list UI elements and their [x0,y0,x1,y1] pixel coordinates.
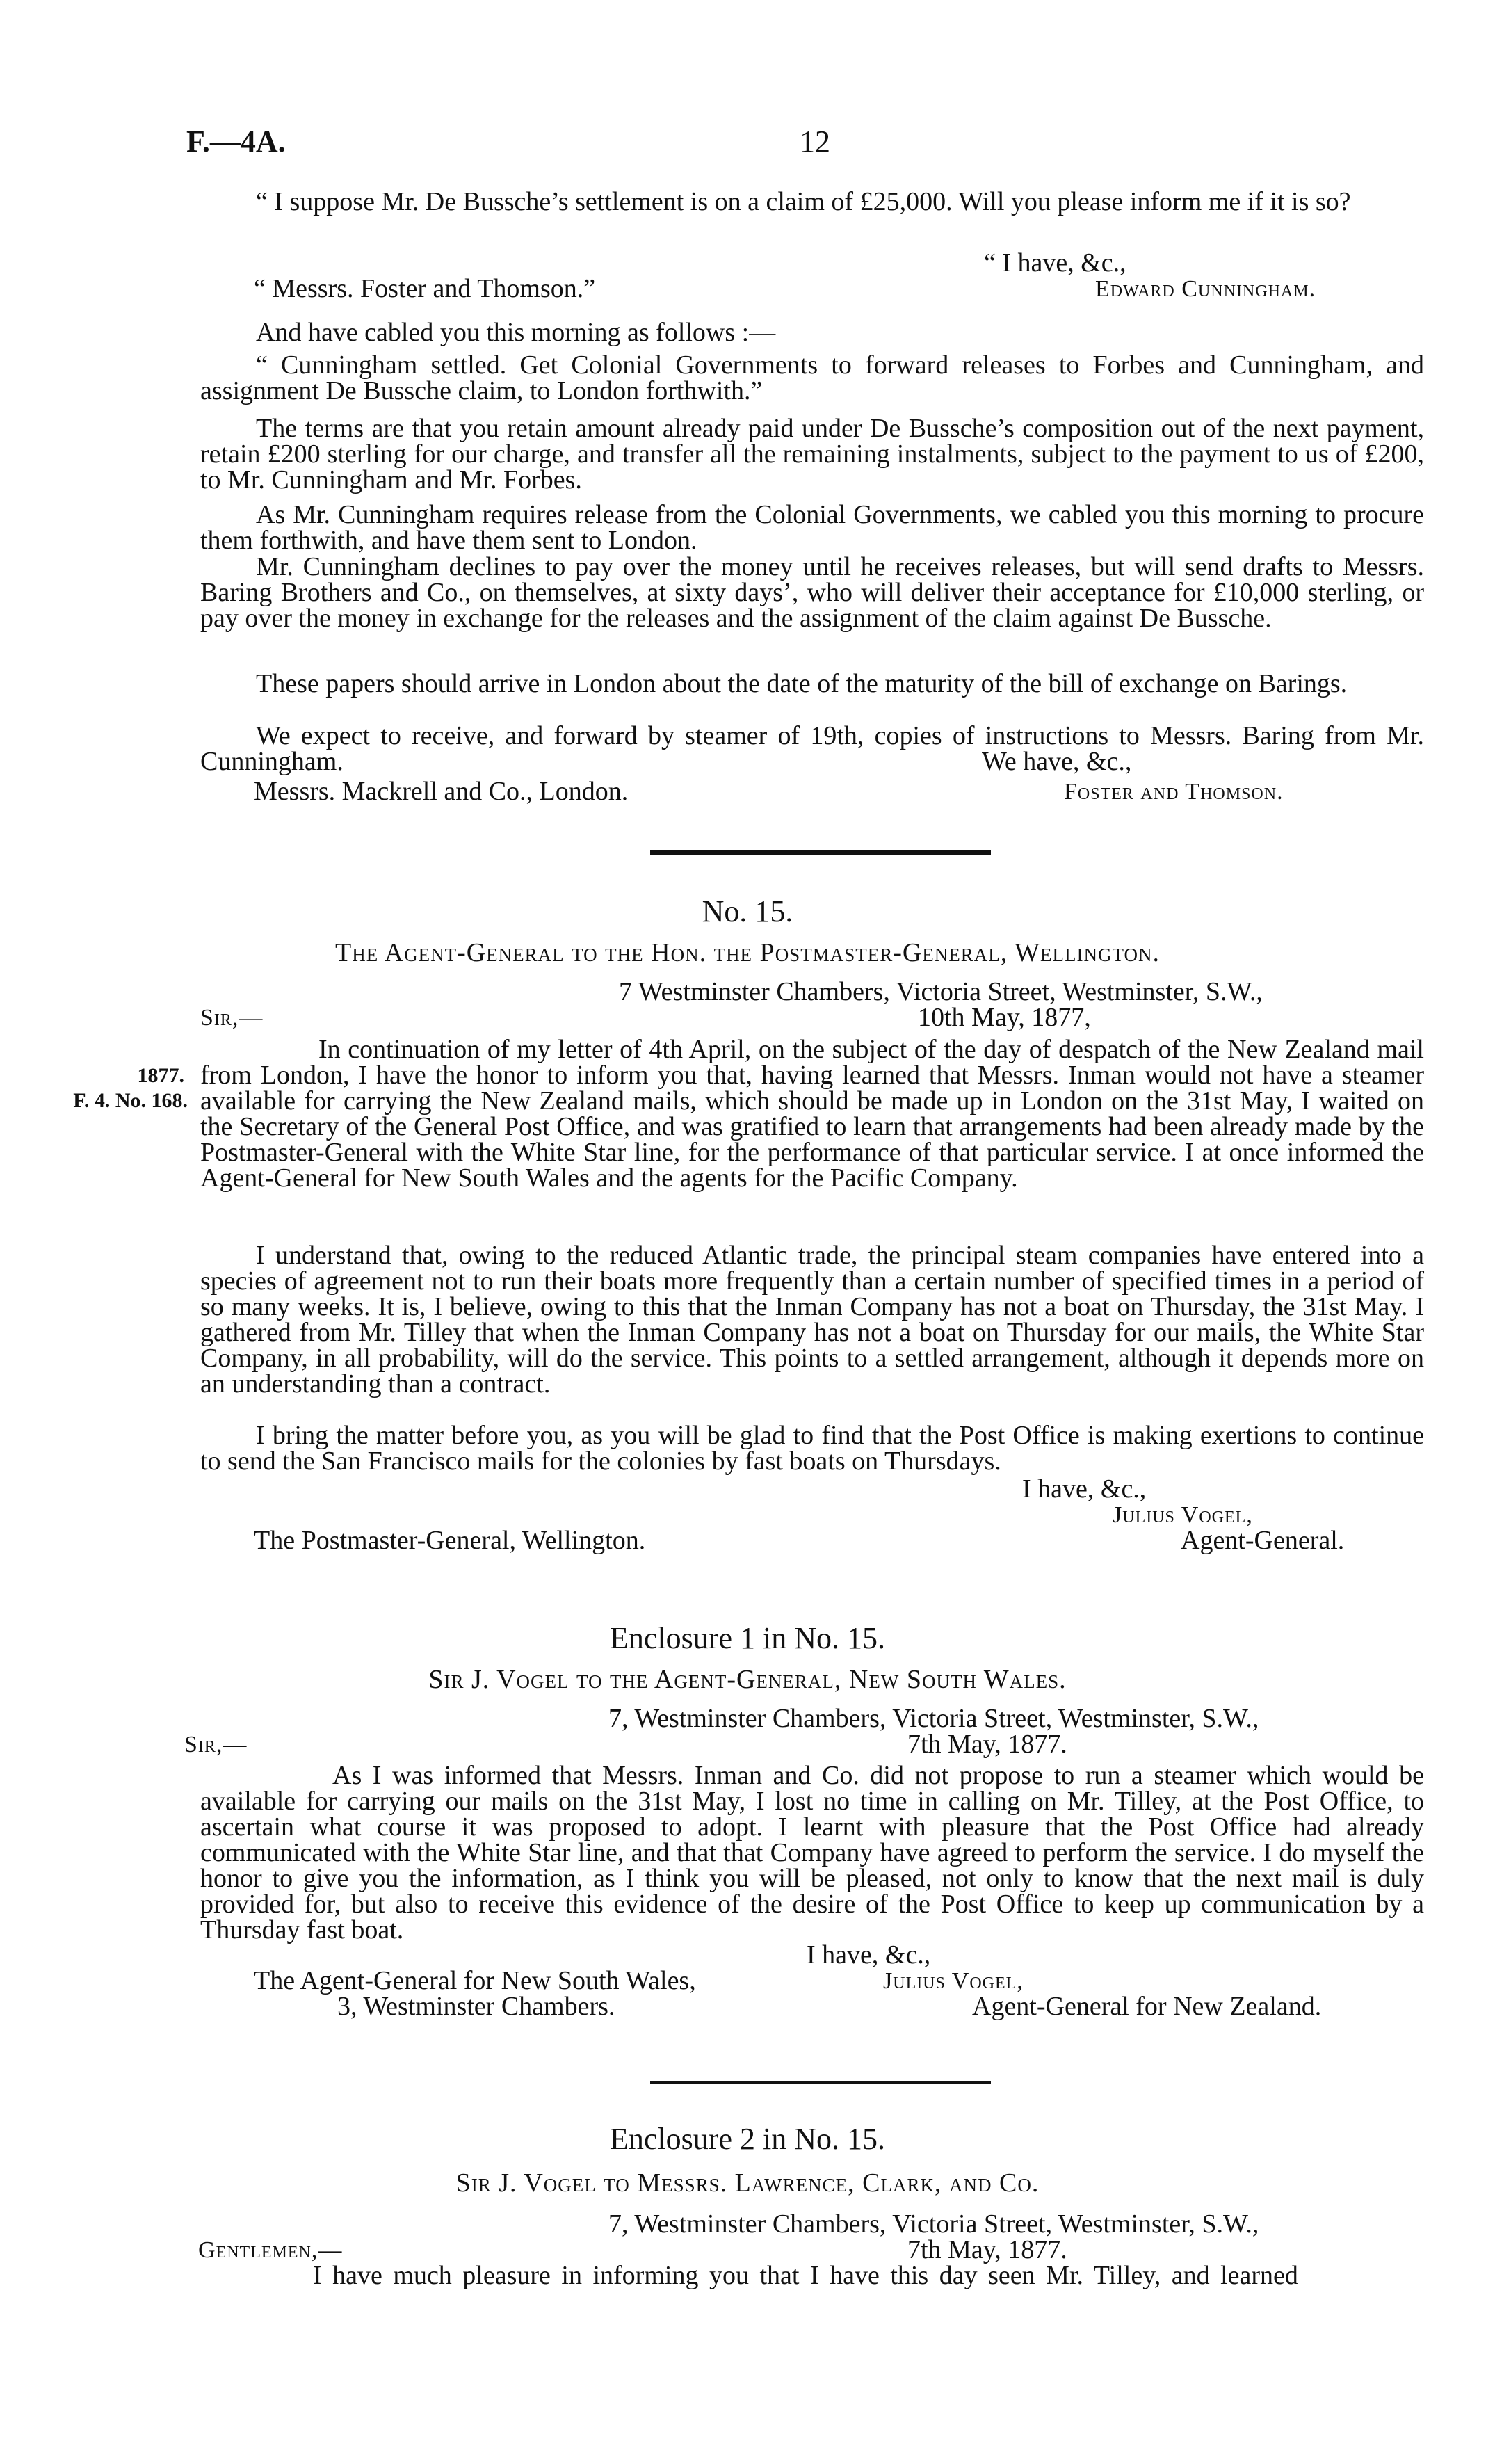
section-heading-enclosure-2: Enclosure 2 in No. 15. [610,2122,885,2156]
letter1-paragraph-1: “ I suppose Mr. De Bussche’s settlement is on a claim of £25,000. Will you please inform me if it is so? [256,187,1351,216]
enc2-date: 7th May, 1877. [907,2235,1067,2264]
enc1-closing: I have, &c., [807,1940,931,1970]
no15-address: 7 Westminster Chambers, Victoria Street, Westminster, S.W., [619,977,1263,1006]
section-heading-enclosure-1: Enclosure 1 in No. 15. [610,1621,885,1655]
no15-paragraph-2: I understand that, owing to the reduced Atlantic trade, the principal steam companies have entered into a species of agreement not to run their boats more frequently than a certain number of specified times in a period of so many weeks. It is, I believe, owing to this that the Inman Company has not a boat on Thursday, the 31st May. I gathered from Mr. Tilley that when the Inman Company has not a boat on Thursday for our mails, the White Star Company, in all probability, will do the service. This points to a settled arrangement, although it depends more on an understanding than a contract. [200,1241,1424,1399]
margin-reference: F. 4. No. 168. [73,1089,188,1112]
enc1-to-line-2: 3, Westminster Chambers. [337,1992,615,2021]
letter1-closing-2: We have, &c., [982,747,1132,776]
enc1-date: 7th May, 1877. [907,1730,1067,1759]
section-subheading-enclosure-1: Sir J. Vogel to the Agent-General, New South Wales. [428,1665,1067,1694]
enc1-title: Agent-General for New Zealand. [972,1992,1322,2021]
letter1-signature-2: Foster and Thomson. [1064,779,1284,805]
letter1-closing: “ I have, &c., [984,248,1126,277]
page-number: 12 [800,124,830,159]
no15-signature: Julius Vogel, [1113,1502,1253,1528]
no15-to: The Postmaster-General, Wellington. [254,1526,646,1555]
margin-year: 1877. [137,1064,184,1087]
no15-salutation: Sir,— [200,1005,264,1031]
section-divider [650,2081,991,2084]
enc1-signature: Julius Vogel, [883,1968,1024,1994]
letter1-paragraph-3: “ Cunningham settled. Get Colonial Governments to forward releases to Forbes and Cunningham, and assignment De Bussche claim, to London forthwith.” [200,351,1424,405]
letter1-paragraph-7: These papers should arrive in London about the date of the maturity of the bill of exchange on Barings. [256,669,1348,698]
letter1-paragraph-6: Mr. Cunningham declines to pay over the money until he receives releases, but will send drafts to Messrs. Baring Brothers and Co., on themselves, at sixty days’, who will deliver their acceptance for £10,000 sterling, or pay over the money in exchange for the releases and the assignment of the claim against De Bussche. [200,552,1424,633]
section-divider [650,850,991,855]
letter1-paragraph-8: We expect to receive, and forward by steamer of 19th, copies of instructions to Messrs. Baring from Mr. Cunningham. [200,721,1424,776]
section-subheading-enclosure-2: Sir J. Vogel to Messrs. Lawrence, Clark, and Co. [455,2168,1040,2198]
no15-date: 10th May, 1877, [918,1003,1091,1032]
no15-paragraph-1: In continuation of my letter of 4th April, on the subject of the day of despatch of the New Zealand mail from London, I have the honor to inform you that, having learned that Messrs. Inman would not have a steamer available for carrying the New Zealand mails, which should be made up in London on the 31st May, I waited on the Secretary of the General Post Office, and was gratified to learn that arrangements had been already made by the Postmaster-General with the White Star line, for the performance of that particular service. I at once informed the Agent-General for New South Wales and the agents for the Pacific Company. [200,1035,1424,1193]
letter1-to: Messrs. Mackrell and Co., London. [254,777,629,806]
letter1-paragraph-5: As Mr. Cunningham requires release from the Colonial Governments, we cabled you this morning to procure them forthwith, and have them sent to London. [200,500,1424,555]
enc1-paragraph-1: As I was informed that Messrs. Inman and Co. did not propose to run a steamer which would be available for carrying our mails on the 31st May, I lost no time in calling on Mr. Tilley, at the Post Office, to ascertain what course it was proposed to adopt. I learnt with pleasure that the Post Office had already communicated with the White Star line, and that that Company have agreed to perform the service. I do myself the honor to give you the information, as I think you will be pleased, not only to know that the next mail is duly provided for, but also to receive this evidence of the desire of the Post Office to keep up communication by a Thursday fast boat. [200,1761,1424,1944]
doc-reference: F.—4A. [186,124,286,159]
enc2-paragraph-1: I have much pleasure in informing you that I have this day seen Mr. Tilley, and learned [313,2261,1298,2290]
no15-title: Agent-General. [1181,1526,1345,1555]
enc1-address: 7, Westminster Chambers, Victoria Street, Westminster, S.W., [608,1704,1259,1733]
letter1-paragraph-2: And have cabled you this morning as follows :— [256,318,776,347]
section-subheading-no15: The Agent-General to the Hon. the Postmaster-General, Wellington. [335,938,1160,967]
no15-closing: I have, &c., [1022,1474,1147,1504]
no15-paragraph-3: I bring the matter before you, as you will be glad to find that the Post Office is making exertions to continue to send the San Francisco mails for the colonies by fast boats on Thursdays. [200,1421,1424,1476]
letter1-paragraph-4: The terms are that you retain amount already paid under De Bussche’s composition out of the next payment, retain £200 sterling for our charge, and transfer all the remaining instalments, subject to the payment to us of £200, to Mr. Cunningham and Mr. Forbes. [200,414,1424,494]
section-heading-no15: No. 15. [702,894,793,928]
enc1-to-line-1: The Agent-General for New South Wales, [254,1966,696,1995]
enc2-salutation: Gentlemen,— [198,2237,343,2263]
letter1-addressee: “ Messrs. Foster and Thomson.” [254,274,596,303]
enc1-salutation: Sir,— [184,1732,248,1757]
letter1-signature: Edward Cunningham. [1095,276,1316,302]
enc2-address: 7, Westminster Chambers, Victoria Street, Westminster, S.W., [608,2209,1259,2239]
